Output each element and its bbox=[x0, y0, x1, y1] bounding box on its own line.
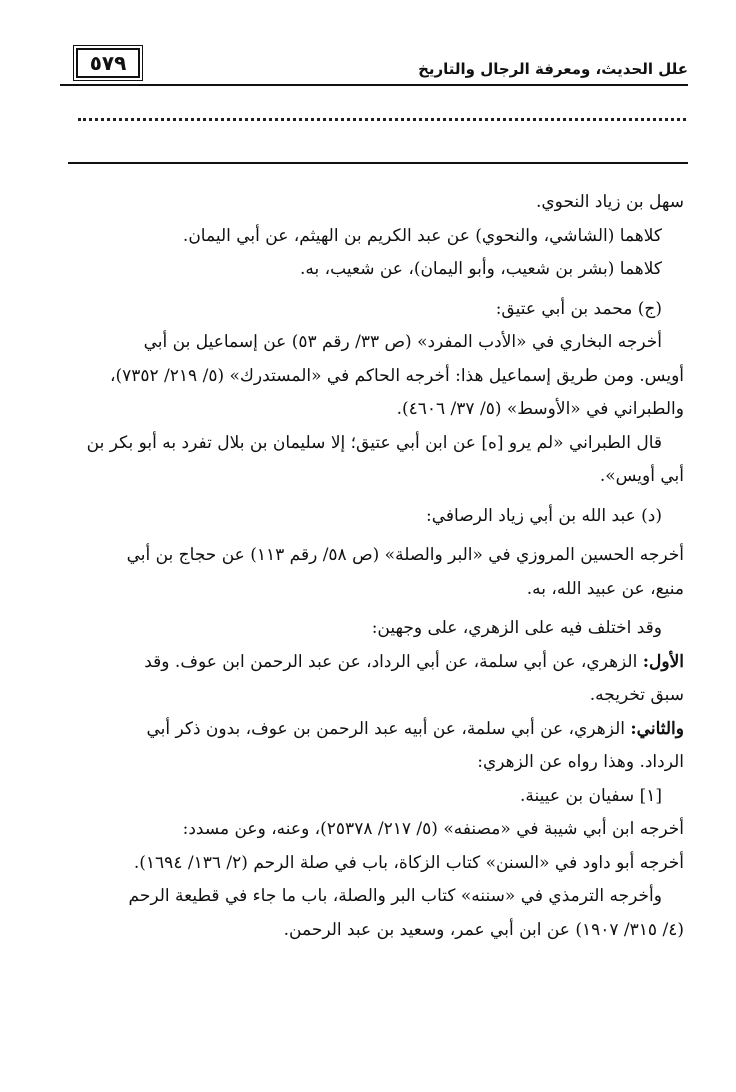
text-span: الزهري، عن أبي سلمة، عن أبي الرداد، عن عبد الرحمن ابن عوف. وقد bbox=[144, 651, 638, 672]
text-line: سهل بن زياد النحوي. bbox=[535, 192, 684, 212]
section-rule bbox=[68, 162, 688, 164]
dotted-separator bbox=[78, 118, 686, 121]
text-line: (٤/ ٣١٥/ ١٩٠٧) عن ابن أبي عمر، وسعيد بن عبد الرحمن. bbox=[283, 919, 684, 940]
header-rule bbox=[60, 84, 688, 86]
text-line: أخرجه ابن أبي شيبة في «مصنفه» (٥/ ٢١٧/ ٢٥٣٧٨)، وعنه، وعن مسدد: bbox=[182, 819, 684, 839]
text-line: أخرجه الحسين المروزي في «البر والصلة» (ص ٥٨/ رقم ١١٣) عن حجاج بن أبي bbox=[126, 545, 684, 565]
page-header bbox=[60, 44, 688, 88]
text-line: كلاهما (بشر بن شعيب، وأبو اليمان)، عن شعيب، به. bbox=[300, 259, 662, 279]
text-line: منيع، عن عبيد الله، به. bbox=[526, 578, 684, 599]
text-line: كلاهما (الشاشي، والنحوي) عن عبد الكريم بن الهيثم، عن أبي اليمان. bbox=[182, 225, 662, 246]
text-line: أخرجه أبو داود في «السنن» كتاب الزكاة، باب في صلة الرحم (٢/ ١٣٦/ ١٦٩٤). bbox=[133, 852, 684, 873]
text-line: أويس. ومن طريق إسماعيل هذا: أخرجه الحاكم في «المستدرك» (٥/ ٢١٩/ ٧٣٥٢)، bbox=[110, 365, 684, 386]
section-heading: (ج) محمد بن أبي عتيق: bbox=[495, 298, 662, 319]
text-line: سبق تخريجه. bbox=[589, 685, 684, 705]
text-line: قال الطبراني «لم يرو [ه] عن ابن أبي عتيق؛ إلا سليمان بن بلال تفرد به أبو بكر بن bbox=[86, 432, 662, 453]
text-line: وأخرجه الترمذي في «سننه» كتاب البر والصلة، باب ما جاء في قطيعة الرحم bbox=[128, 886, 662, 906]
term-label: الأول: bbox=[642, 651, 684, 672]
running-head: علل الحديث، ومعرفة الرجال والتاريخ bbox=[418, 60, 688, 78]
text-line bbox=[48, 646, 684, 680]
text-line: وقد اختلف فيه على الزهري، على وجهين: bbox=[371, 618, 662, 638]
text-span: الزهري، عن أبي سلمة، عن أبيه عبد الرحمن بن عوف، بدون ذكر أبي bbox=[146, 718, 625, 739]
page-number: ٥٧٩ bbox=[76, 48, 140, 78]
text-line: الرداد. وهذا رواه عن الزهري: bbox=[477, 752, 684, 772]
text-line: أخرجه البخاري في «الأدب المفرد» (ص ٣٣/ رقم ٥٣) عن إسماعيل بن أبي bbox=[143, 332, 662, 352]
text-line: أبي أويس». bbox=[599, 466, 684, 486]
section-heading: (د) عبد الله بن أبي زياد الرصافي: bbox=[425, 505, 662, 526]
term-label: والثاني: bbox=[630, 718, 684, 739]
text-line: والطبراني في «الأوسط» (٥/ ٣٧/ ٤٦٠٦). bbox=[396, 399, 684, 419]
text-line bbox=[48, 713, 684, 747]
page-body bbox=[48, 186, 684, 947]
section-heading: [١] سفيان بن عيينة. bbox=[520, 785, 662, 806]
